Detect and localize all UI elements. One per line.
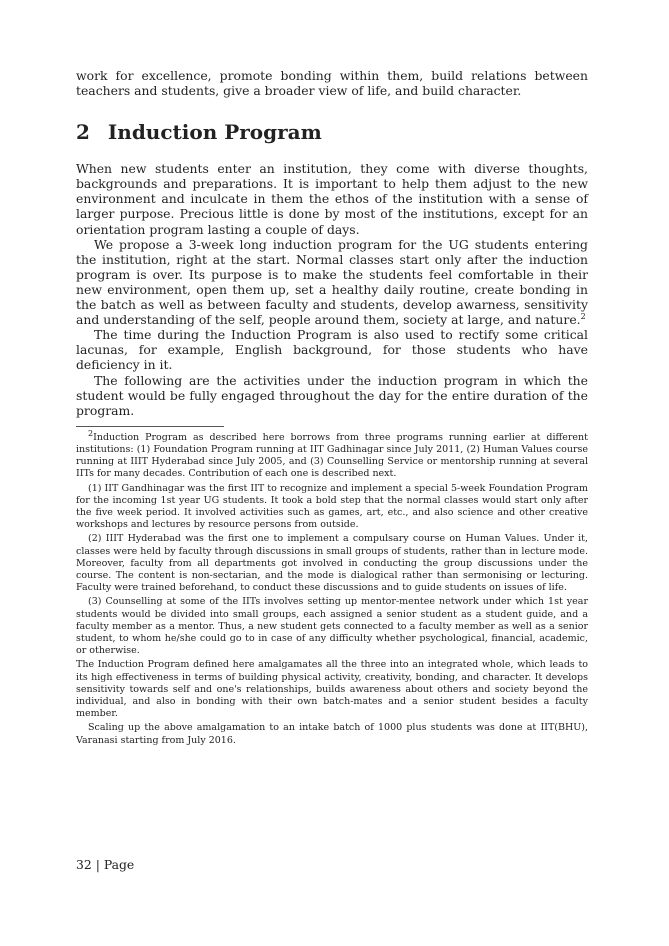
footnote-divider bbox=[76, 426, 224, 427]
footnote-5: The Induction Program defined here amalgamates all the three into an integrated whole, which leads to its high effectiveness in terms of building physical activity, creativity, bonding, and character. It develops sensitivity towards self and one's relationships, builds awareness about others and society beyond the individual, and also in bonding with their own batch-mates and a senior student besides a faculty member. bbox=[76, 659, 588, 720]
footnote-2: (1) IIT Gandhinagar was the first IIT to recognize and implement a special 5-week Foundation Program for the incoming 1st year UG students. It took a bold step that the normal classes would start only after the five week period. It involved activities such as games, art, etc., and also science and other creative workshops and lectures by resource persons from outside. bbox=[76, 482, 588, 531]
page-content bbox=[76, 68, 588, 747]
section-title: Induction Program bbox=[107, 120, 322, 145]
paragraph-2 bbox=[76, 237, 588, 328]
paragraph-3: The time during the Induction Program is also used to rectify some critical lacunas, for example, English background, for those students who have deficiency in it. bbox=[76, 327, 588, 373]
page-footer: 32 | Page bbox=[76, 857, 135, 872]
paragraph-2-text: We propose a 3-week long induction program for the UG students entering the institution, right at the start. Normal classes start only after the induction program is over. Its purpose is to make the students feel comfortable in their new environment, open them up, set a healthy daily routine, create bonding in the batch as well as between faculty and students, develop awarness, sensitivity and understanding of the self, people around them, society at large, and nature. bbox=[76, 236, 588, 328]
footnote-ref: 2 bbox=[580, 312, 586, 321]
footnote-3: (2) IIIT Hyderabad was the first one to implement a compulsary course on Human Values. Under it, classes were held by faculty through discussions in small groups of students, rather than in lecture mode. Moreover, faculty from all departments got involved in conducting the group discussions under the course. The content is non-sectarian, and the mode is dialogical rather than sermonising or lecturing. Faculty were trained beforehand, to conduct these discussions and to guide students on issues of life. bbox=[76, 533, 588, 594]
section-number: 2 bbox=[76, 120, 90, 145]
section-heading bbox=[76, 120, 588, 144]
footnote-1 bbox=[76, 428, 588, 481]
paragraph-4: The following are the activities under the induction program in which the student would be fully engaged throughout the day for the entire duration of the program. bbox=[76, 372, 588, 418]
footnote-4: (3) Counselling at some of the IITs involves setting up mentor-mentee network under which 1st year students would be divided into small groups, each assigned a senior student as a student guide, and a faculty member as a mentor. Thus, a new student gets connected to a faculty member as well as a senior student, to whom he/she could go to in case of any difficulty whether psychological, financial, academic, or otherwise. bbox=[76, 596, 588, 657]
footnote-6: Scaling up the above amalgamation to an intake batch of 1000 plus students was done at IIT(BHU), Varanasi starting from July 2016. bbox=[76, 722, 588, 746]
footnote-marker: 2 bbox=[88, 428, 94, 438]
intro-continuation: work for excellence, promote bonding within them, build relations between teachers and students, give a broader view of life, and build character. bbox=[76, 68, 588, 99]
footnote-1-text: Induction Program as described here borrows from three programs running earlier at different institutions: (1) Foundation Program running at IIT Gadhinagar since July 2011, (2) Human Values course running at IIIT Hyderabad since July 2005, and (3) Counselling Service or mentorship running at several IITs for many decades. Contribution of each one is described next. bbox=[76, 431, 588, 480]
paragraph-1: When new students enter an institution, they come with diverse thoughts, backgrounds and preparations. It is important to help them adjust to the new environment and inculcate in them the ethos of the institution with a sense of larger purpose. Precious little is done by most of the institutions, except for an orientation program lasting a couple of days. bbox=[76, 161, 588, 237]
